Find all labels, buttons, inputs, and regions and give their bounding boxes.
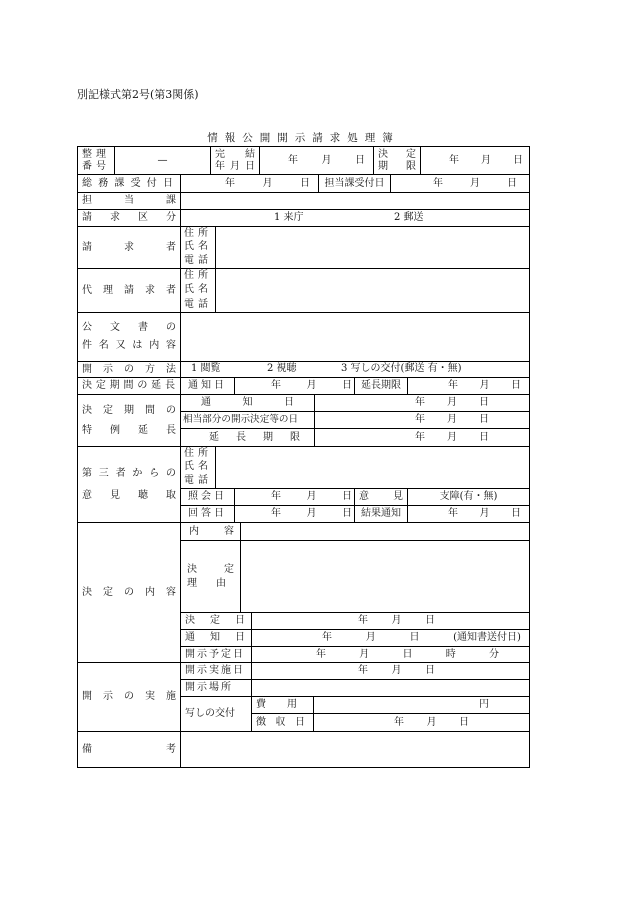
kanketsu-ch: 日	[245, 160, 255, 172]
encho-kigen-date[interactable]: 年 月 日	[408, 378, 529, 395]
month-unit: 月	[321, 154, 332, 166]
kubun-label	[78, 210, 181, 227]
riyu-value[interactable]	[241, 541, 529, 613]
tokurei-tsuchi-label: 通 知 日	[181, 395, 315, 412]
seiri-value-cell[interactable]	[115, 147, 211, 175]
label-ch: 当	[124, 195, 134, 206]
tokurei-soto-label: 相当部分の開示決定等の日	[181, 412, 315, 429]
basho-value[interactable]	[252, 680, 529, 697]
form-table	[77, 146, 530, 768]
yoteibi-datetime[interactable]: 年 月 日 時 分	[252, 647, 529, 663]
seiri-ch: 理	[96, 148, 106, 160]
label-ch: 者	[166, 284, 176, 296]
month-unit: 月	[481, 154, 491, 166]
tantoka-value[interactable]	[181, 193, 529, 210]
label-ch: 者	[166, 241, 176, 253]
month-unit: 月	[262, 177, 273, 189]
name-label: 氏名	[184, 461, 212, 473]
page-title: 情報公開開示請求処理簿	[207, 132, 400, 144]
biko-label: 備 考	[78, 732, 181, 767]
dairi-values[interactable]	[216, 269, 529, 313]
ketteibi-label: 決 定 日	[181, 613, 252, 630]
houhou-option-utsushi[interactable]: 3 写しの交付(郵送 有・無)	[341, 363, 462, 374]
tantoka-label	[78, 193, 181, 210]
phone-label: 電話	[184, 255, 212, 267]
day-unit: 日	[507, 177, 517, 189]
hiyo-value[interactable]: 円	[314, 697, 529, 714]
somu-uketsuke-label	[78, 175, 181, 193]
kanketsu-ch: 完	[215, 148, 225, 160]
encho-kigen-label: 延長期限	[355, 378, 408, 395]
encho-tsuchi-label: 通知日	[181, 378, 235, 395]
encho-label: 決定期間の延長	[78, 378, 181, 395]
tokurei-soto-date[interactable]: 年 月 日	[315, 412, 529, 429]
shokai-label: 照会日	[181, 489, 235, 506]
name-label: 氏名	[184, 284, 212, 296]
label-ch: 理	[103, 284, 113, 296]
tanto-label-text: 担当課受付日	[324, 177, 385, 189]
name-label: 氏名	[184, 241, 212, 253]
encho-tsuchi-date[interactable]: 年 月 日	[235, 378, 355, 395]
kanketsu-ch: 結	[245, 148, 255, 160]
seiri-ch: 号	[96, 160, 106, 172]
label-ch: 請	[82, 241, 92, 253]
year-unit: 年	[433, 177, 443, 189]
dairi-field-labels	[181, 269, 216, 313]
tsuchibi-label: 通 知 日	[181, 630, 252, 647]
kubun-option-raicho[interactable]: 1 来庁	[274, 212, 304, 223]
address-label: 住所	[184, 270, 212, 282]
ketteibi-date[interactable]: 年 月 日	[252, 613, 529, 630]
biko-value[interactable]	[181, 732, 529, 767]
label-ch: 分	[166, 212, 176, 223]
seiri-value: —	[157, 154, 168, 166]
kettei-kigen-date-cell[interactable]	[421, 147, 529, 175]
kubun-value[interactable]	[181, 210, 529, 227]
kettei-ch: 限	[406, 160, 416, 172]
tokurei-tsuchi-date[interactable]: 年 月 日	[315, 395, 529, 412]
tokurei-kigen-label: 延 長 期 限	[181, 429, 315, 447]
tsuchibi-date[interactable]: 年 月 日 (通知書送付日)	[252, 630, 529, 647]
label-ch: 区	[138, 212, 148, 223]
month-unit: 月	[470, 177, 480, 189]
jisshibi-date[interactable]: 年 月 日	[252, 663, 529, 680]
kanketsu-date-cell[interactable]	[260, 147, 374, 175]
seiri-ch: 番	[82, 160, 92, 172]
shokai-date[interactable]: 年 月 日	[235, 489, 355, 506]
label-ch: 求	[110, 212, 120, 223]
label-ch: 請	[124, 284, 134, 296]
houhou-option-etsuran[interactable]: 1 閲覧	[191, 363, 221, 374]
label-ch: 課	[166, 195, 176, 206]
label-ch: 請	[82, 212, 92, 223]
naiyo-value[interactable]	[241, 523, 529, 541]
year-unit: 年	[288, 154, 298, 166]
hiyo-label: 費 用	[252, 697, 314, 714]
kettei-ch: 決	[378, 148, 388, 160]
dairi-label	[78, 269, 181, 313]
seiri-label-cell	[78, 147, 115, 175]
label-ch: 求	[145, 284, 155, 296]
tsuchi-note: (通知書送付日)	[453, 632, 521, 643]
basho-label: 開示場所	[181, 680, 252, 697]
choshu-date[interactable]: 年 月 日	[314, 714, 529, 732]
day-unit: 日	[355, 154, 365, 166]
address-label: 住所	[184, 227, 212, 239]
kettei-kigen-label-cell	[374, 147, 421, 175]
kettei-ch: 期	[378, 160, 388, 172]
kanketsu-ch: 月	[230, 160, 240, 172]
day-unit: 日	[300, 177, 310, 189]
phone-label: 電話	[184, 298, 212, 310]
label-ch: 求	[124, 241, 134, 253]
address-label: 住所	[184, 447, 212, 459]
kobunsho-label: 公 文 書 の 件 名 又 は 内 容	[78, 313, 181, 362]
daisansha-values[interactable]	[216, 447, 529, 489]
utsushi-label: 写しの交付	[181, 697, 252, 732]
seikyusha-values[interactable]	[216, 227, 529, 269]
label-ch: 代	[82, 284, 92, 296]
kekka-label: 結果通知	[355, 506, 408, 523]
houhou-option-shicho[interactable]: 2 視聴	[267, 363, 297, 374]
kaito-label: 回答日	[181, 506, 235, 523]
kettei-naiyo-label: 決 定 の 内 容	[78, 523, 181, 663]
kobunsho-value[interactable]	[181, 313, 529, 362]
somu-label-text: 総務課受付日	[82, 177, 176, 189]
kubun-option-yuso[interactable]: 2 郵送	[394, 212, 424, 223]
seiri-ch: 整	[82, 148, 92, 160]
kanketsu-label-cell	[211, 147, 260, 175]
choshu-label: 徴 収 日	[252, 714, 314, 732]
jisshibi-label: 開示実施日	[181, 663, 252, 680]
daisansha-label: 第 三 者 か ら の 意 見 聴 取	[78, 447, 181, 523]
kekka-date[interactable]: 年 月 日	[408, 506, 529, 523]
iken-label: 意 見	[355, 489, 408, 506]
riyu-sub-label: 決 定 理 由	[181, 541, 241, 613]
phone-label: 電話	[184, 475, 212, 487]
kaito-date[interactable]: 年 月 日	[235, 506, 355, 523]
jisshi-label: 開 示 の 実 施	[78, 663, 181, 732]
day-unit: 日	[513, 154, 523, 166]
year-unit: 年	[449, 154, 459, 166]
tokurei-label: 決 定 期 間 の 特 例 延 長	[78, 395, 181, 447]
kanketsu-ch: 年	[215, 160, 225, 172]
seikyusha-label	[78, 227, 181, 269]
naiyo-sub-label: 内 容	[181, 523, 241, 541]
kettei-ch: 定	[406, 148, 416, 160]
tanto-uketsuke-label	[319, 175, 391, 193]
tokurei-kigen-date[interactable]: 年 月 日	[315, 429, 529, 447]
yoteibi-label: 開示予定日	[181, 647, 252, 663]
tanto-uketsuke-date[interactable]	[391, 175, 529, 193]
houhou-value[interactable]	[181, 362, 529, 378]
iken-value[interactable]: 支障(有・無)	[408, 489, 529, 506]
form-number: 別記様式第2号(第3関係)	[77, 88, 199, 101]
somu-uketsuke-date[interactable]	[181, 175, 319, 193]
year-unit: 年	[225, 177, 235, 189]
houhou-label: 開 示 の 方 法	[78, 362, 181, 378]
label-ch: 担	[82, 195, 92, 206]
seikyusha-field-labels	[181, 227, 216, 269]
daisansha-field-labels	[181, 447, 216, 489]
